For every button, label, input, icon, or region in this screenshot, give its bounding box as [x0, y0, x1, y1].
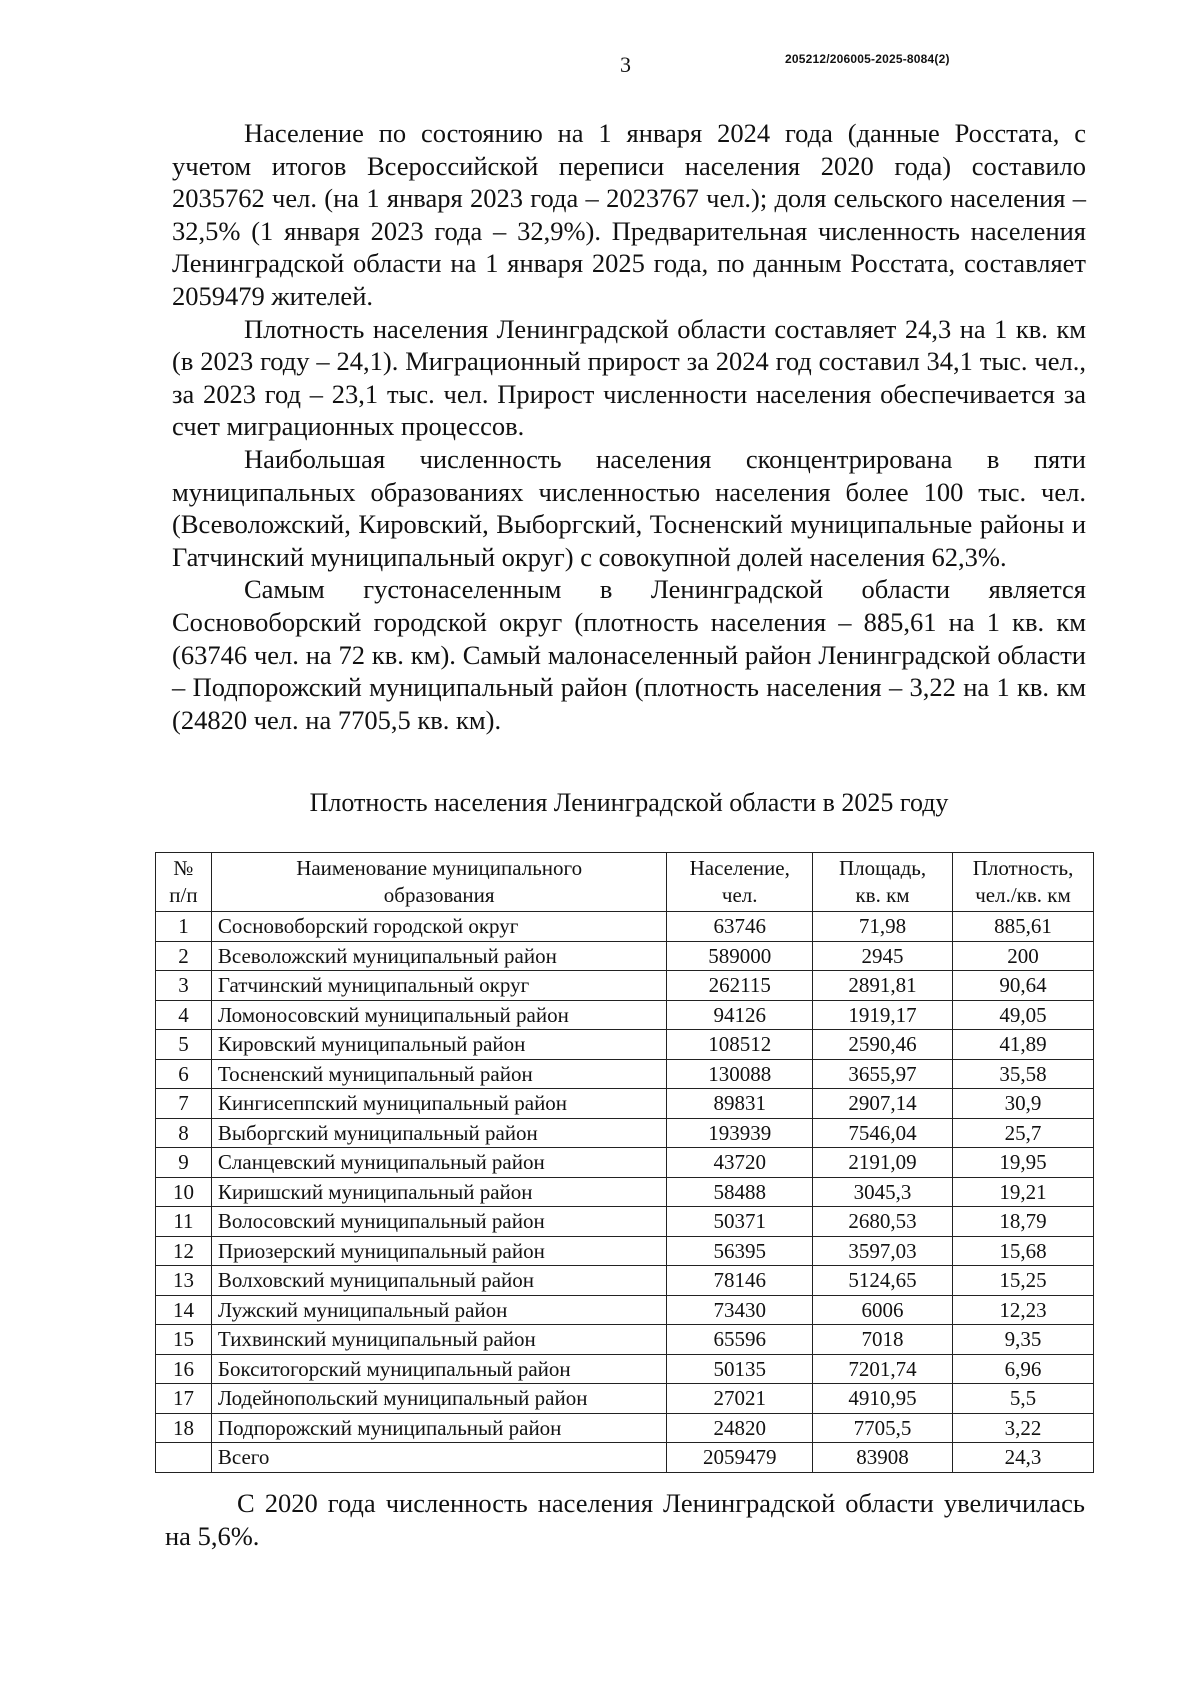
cell-area: 7546,04	[813, 1118, 953, 1148]
cell-name: Сосновоборский городской округ	[211, 912, 667, 942]
cell-population: 262115	[667, 971, 813, 1001]
cell-density: 30,9	[953, 1089, 1094, 1119]
body-text	[172, 117, 1086, 736]
table-row	[156, 1295, 1094, 1325]
table-row	[156, 1266, 1094, 1296]
cell-name: Сланцевский муниципальный район	[211, 1148, 667, 1178]
cell-population: 193939	[667, 1118, 813, 1148]
header-density: Плотность, чел./кв. км	[953, 853, 1094, 912]
cell-num: 3	[156, 971, 212, 1001]
cell-name: Тихвинский муниципальный район	[211, 1325, 667, 1355]
cell-num: 1	[156, 912, 212, 942]
cell-area: 71,98	[813, 912, 953, 942]
cell-name: Лодейнопольский муниципальный район	[211, 1384, 667, 1414]
cell-density: 15,68	[953, 1236, 1094, 1266]
cell-density: 12,23	[953, 1295, 1094, 1325]
cell-area: 2590,46	[813, 1030, 953, 1060]
cell-population: 27021	[667, 1384, 813, 1414]
cell-population: 24820	[667, 1413, 813, 1443]
cell-name: Приозерский муниципальный район	[211, 1236, 667, 1266]
table-row	[156, 1207, 1094, 1237]
cell-name: Кировский муниципальный район	[211, 1030, 667, 1060]
table-row	[156, 1413, 1094, 1443]
cell-area: 7018	[813, 1325, 953, 1355]
cell-population: 73430	[667, 1295, 813, 1325]
cell-num: 6	[156, 1059, 212, 1089]
table-header-row	[156, 853, 1094, 912]
cell-density: 3,22	[953, 1413, 1094, 1443]
cell-area: 5124,65	[813, 1266, 953, 1296]
table-row	[156, 1354, 1094, 1384]
table-row	[156, 1325, 1094, 1355]
cell-area: 1919,17	[813, 1000, 953, 1030]
table-row	[156, 1089, 1094, 1119]
cell-num	[156, 1443, 212, 1473]
cell-population: 50135	[667, 1354, 813, 1384]
cell-num: 17	[156, 1384, 212, 1414]
cell-num: 4	[156, 1000, 212, 1030]
cell-num: 13	[156, 1266, 212, 1296]
cell-num: 2	[156, 941, 212, 971]
cell-population: 78146	[667, 1266, 813, 1296]
cell-name: Тосненский муниципальный район	[211, 1059, 667, 1089]
cell-area: 3655,97	[813, 1059, 953, 1089]
cell-population: 65596	[667, 1325, 813, 1355]
page-number: 3	[620, 52, 631, 77]
cell-num: 11	[156, 1207, 212, 1237]
cell-area: 2945	[813, 941, 953, 971]
table-row	[156, 1148, 1094, 1178]
cell-area: 4910,95	[813, 1384, 953, 1414]
cell-area: 83908	[813, 1443, 953, 1473]
cell-density: 18,79	[953, 1207, 1094, 1237]
cell-name: Всеволожский муниципальный район	[211, 941, 667, 971]
paragraph-extremes: Самым густонаселенным в Ленинградской области является Сосновоборский городской округ (плотность населения – 885,61 на 1 кв. км (63746 чел. на 72 кв. км). Самый малонаселенный район Ленинградской области – Подпорожский муниципальный район (плотность населения – 3,22 на 1 кв. км (24820 чел. на 7705,5 кв. км).	[172, 574, 1086, 735]
cell-name: Кингисеппский муниципальный район	[211, 1089, 667, 1119]
table-row	[156, 1177, 1094, 1207]
cell-num: 10	[156, 1177, 212, 1207]
cell-population: 89831	[667, 1089, 813, 1119]
cell-num: 18	[156, 1413, 212, 1443]
header-name: Наименование муниципального образования	[211, 853, 667, 912]
cell-area: 3045,3	[813, 1177, 953, 1207]
table-row	[156, 1000, 1094, 1030]
cell-num: 15	[156, 1325, 212, 1355]
cell-density: 19,95	[953, 1148, 1094, 1178]
cell-density: 35,58	[953, 1059, 1094, 1089]
table-title: Плотность населения Ленинградской области в 2025 году	[309, 788, 949, 817]
cell-name: Бокситогорский муниципальный район	[211, 1354, 667, 1384]
table-row	[156, 941, 1094, 971]
cell-name: Ломоносовский муниципальный район	[211, 1000, 667, 1030]
cell-num: 7	[156, 1089, 212, 1119]
cell-density: 200	[953, 941, 1094, 971]
cell-name: Лужский муниципальный район	[211, 1295, 667, 1325]
paragraph-density: Плотность населения Ленинградской области составляет 24,3 на 1 кв. км (в 2023 году – 24,1). Миграционный прирост за 2024 год составил 34,1 тыс. чел., за 2023 год – 23,1 тыс. чел. Прирост численности населения обеспечивается за счет миграционных процессов.	[172, 313, 1086, 442]
table-body	[156, 912, 1094, 1473]
cell-population: 589000	[667, 941, 813, 971]
cell-population: 56395	[667, 1236, 813, 1266]
cell-area: 6006	[813, 1295, 953, 1325]
cell-population: 50371	[667, 1207, 813, 1237]
header-num: № п/п	[156, 853, 212, 912]
closing-paragraph: С 2020 года численность населения Ленинградской области увеличилась на 5,6%.	[165, 1488, 1085, 1551]
density-table	[155, 852, 1094, 1473]
table-row	[156, 1030, 1094, 1060]
cell-num: 9	[156, 1148, 212, 1178]
cell-area: 2907,14	[813, 1089, 953, 1119]
paragraph-concentration: Наибольшая численность населения сконцентрирована в пяти муниципальных образованиях численностью населения более 100 тыс. чел. (Всеволожский, Кировский, Выборгский, Тосненский муниципальные районы и Гатчинский муниципальный округ) с совокупной долей населения 62,3%.	[172, 443, 1086, 572]
cell-num: 5	[156, 1030, 212, 1060]
cell-population: 58488	[667, 1177, 813, 1207]
cell-population: 2059479	[667, 1443, 813, 1473]
table-row	[156, 1059, 1094, 1089]
cell-name: Выборгский муниципальный район	[211, 1118, 667, 1148]
closing-text	[165, 1487, 1085, 1553]
cell-num: 12	[156, 1236, 212, 1266]
cell-name: Гатчинский муниципальный округ	[211, 971, 667, 1001]
table-total-row	[156, 1443, 1094, 1473]
cell-density: 5,5	[953, 1384, 1094, 1414]
cell-area: 7201,74	[813, 1354, 953, 1384]
cell-density: 19,21	[953, 1177, 1094, 1207]
cell-area: 2191,09	[813, 1148, 953, 1178]
cell-name: Киришский муниципальный район	[211, 1177, 667, 1207]
cell-area: 2680,53	[813, 1207, 953, 1237]
table-row	[156, 1118, 1094, 1148]
table-row	[156, 1236, 1094, 1266]
cell-density: 24,3	[953, 1443, 1094, 1473]
table-row	[156, 1384, 1094, 1414]
table-row	[156, 912, 1094, 942]
paragraph-population: Население по состоянию на 1 января 2024 года (данные Росстата, с учетом итогов Всероссийской переписи населения 2020 года) составило 2035762 чел. (на 1 января 2023 года – 2023767 чел.); доля сельского населения – 32,5% (1 января 2023 года – 32,9%). Предварительная численность населения Ленинградской области на 1 января 2025 года, по данным Росстата, составляет 2059479 жителей.	[172, 118, 1086, 311]
cell-density: 49,05	[953, 1000, 1094, 1030]
cell-density: 41,89	[953, 1030, 1094, 1060]
cell-population: 43720	[667, 1148, 813, 1178]
cell-num: 14	[156, 1295, 212, 1325]
cell-density: 15,25	[953, 1266, 1094, 1296]
cell-name: Подпорожский муниципальный район	[211, 1413, 667, 1443]
cell-density: 885,61	[953, 912, 1094, 942]
cell-name: Волховский муниципальный район	[211, 1266, 667, 1296]
cell-area: 3597,03	[813, 1236, 953, 1266]
cell-population: 130088	[667, 1059, 813, 1089]
header-population: Население, чел.	[667, 853, 813, 912]
cell-population: 108512	[667, 1030, 813, 1060]
table-row	[156, 971, 1094, 1001]
cell-density: 9,35	[953, 1325, 1094, 1355]
cell-num: 16	[156, 1354, 212, 1384]
cell-area: 2891,81	[813, 971, 953, 1001]
cell-area: 7705,5	[813, 1413, 953, 1443]
cell-population: 63746	[667, 912, 813, 942]
cell-density: 6,96	[953, 1354, 1094, 1384]
cell-name: Всего	[211, 1443, 667, 1473]
cell-density: 90,64	[953, 971, 1094, 1001]
cell-num: 8	[156, 1118, 212, 1148]
cell-density: 25,7	[953, 1118, 1094, 1148]
cell-population: 94126	[667, 1000, 813, 1030]
cell-name: Волосовский муниципальный район	[211, 1207, 667, 1237]
header-area: Площадь, кв. км	[813, 853, 953, 912]
document-id: 205212/206005-2025-8084(2)	[785, 52, 950, 66]
